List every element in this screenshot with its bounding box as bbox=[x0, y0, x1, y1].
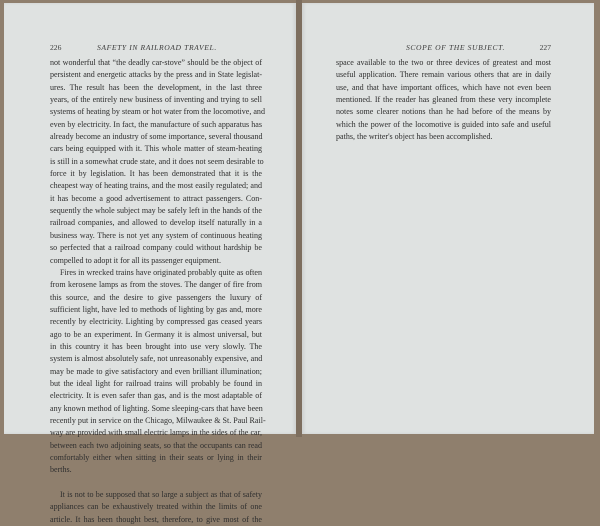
text-line: this source, and the desire to give passengers the luxury of bbox=[50, 292, 262, 302]
text-line: compelled to adopt it for all its passenger equipment. bbox=[50, 255, 221, 265]
text-line: may be made to give satisfactory and even brilliant illumination; bbox=[50, 366, 262, 376]
right-page-body bbox=[336, 57, 551, 143]
page-number: 226 bbox=[50, 43, 62, 52]
text-line: not wonderful that “the deadly car-stove” should be the object of bbox=[50, 58, 262, 67]
text-line: paths, the writer's object has been accomplished. bbox=[336, 132, 493, 142]
text-line: space available to the two or three devices of greatest and most bbox=[336, 58, 551, 67]
text-line: way are provided with small electric lamps in the sides of the car, bbox=[50, 428, 262, 438]
text-line: Fires in wrecked trains have originated probably quite as often bbox=[60, 267, 262, 277]
text-line: persistent and energetic attacks by the press and in State legislat- bbox=[50, 70, 262, 80]
text-line: ures. The result has been the development, in the last three bbox=[50, 82, 262, 92]
running-head: SAFETY IN RAILROAD TRAVEL. bbox=[97, 43, 217, 52]
text-line: sequently the whole subject may be safely left in the hands of the bbox=[50, 206, 262, 216]
text-line: comfortably either when sitting in their seats or lying in their bbox=[50, 453, 262, 462]
text-line: business way. There is not yet any system of continuous heating bbox=[50, 230, 262, 240]
text-line: already become an industry of some importance, several thousand bbox=[50, 132, 263, 142]
text-line: use, and that have important offices, which have not even been bbox=[336, 82, 551, 92]
text-line: appliances can be exhaustively treated within the limits of one bbox=[50, 502, 262, 512]
text-line: system is almost absolutely safe, not unreasonably expensive, and bbox=[50, 354, 263, 364]
text-line: years, of the entirely new business of inventing and trying to sell bbox=[50, 95, 262, 105]
text-line: which the power of the locomotive is guided into safe and useful bbox=[336, 119, 551, 129]
text-line: ago to be an experiment. In Germany it is almost universal, but bbox=[50, 329, 262, 339]
text-line: from kerosene lamps as from the stoves. The danger of fire from bbox=[50, 280, 262, 290]
text-line: railroad companies, and allowed to develop itself naturally in a bbox=[50, 218, 262, 228]
text-line: mentioned. If the reader has gleaned from these very incomplete bbox=[336, 95, 551, 105]
text-line: recently by electricity. Lighting by compressed gas ceased years bbox=[50, 317, 262, 327]
page-number: 227 bbox=[539, 43, 551, 52]
text-line: berths. bbox=[50, 465, 72, 475]
paragraph-spacer bbox=[50, 477, 262, 489]
text-line: notes some clearer notions than he had before of the means by bbox=[336, 107, 551, 117]
text-line: It is not to be supposed that so large a subject as that of safety bbox=[60, 490, 262, 500]
paragraph bbox=[50, 57, 265, 267]
text-line: useful application. There remain various others that are in daily bbox=[336, 70, 551, 80]
text-line: it has become a good advertisement to attract passengers. Con- bbox=[50, 193, 262, 203]
paragraph bbox=[50, 267, 266, 477]
right-page bbox=[302, 3, 594, 434]
paragraph bbox=[336, 57, 551, 143]
text-line: cheapest way of heating trains, and the most easily regulated; and bbox=[50, 181, 262, 191]
text-line: but the ideal light for railroad trains will probably be found in bbox=[50, 378, 262, 388]
text-line: sufficient light, have led to methods of lighting by gas and, more bbox=[50, 304, 262, 314]
left-page bbox=[4, 3, 296, 524]
text-line: cars being equipped with it. This whole matter of steam-heating bbox=[50, 144, 262, 154]
text-line: in this country it has been brought into use very slowly. The bbox=[50, 341, 262, 351]
text-line: electricity. It is even safer than gas, and is the most adaptable of bbox=[50, 391, 262, 401]
text-line: between each two adjoining seats, so that the occupants can read bbox=[50, 440, 262, 450]
text-line: systems of heating by steam or hot water from the locomotive, and bbox=[50, 107, 265, 117]
text-line: article. It has been thought best, therefore, to give most of the bbox=[50, 514, 262, 524]
text-line: is still in a somewhat crude state, and it does not seem desirable to bbox=[50, 156, 264, 166]
text-line: any known method of lighting. Some sleeping-cars that have been bbox=[50, 403, 263, 413]
running-head: SCOPE OF THE SUBJECT. bbox=[406, 43, 505, 52]
paragraph bbox=[50, 489, 262, 526]
text-line: recently put in service on the Chicago, Milwaukee & St. Paul Rail- bbox=[50, 415, 266, 425]
text-line: force it by legislation. It has been demonstrated that it is the bbox=[50, 169, 262, 179]
text-line: even by electricity. In fact, the manufacture of such apparatus has bbox=[50, 119, 262, 129]
text-line: so perfected that a railroad company could without hardship be bbox=[50, 243, 262, 253]
left-page-body bbox=[50, 57, 266, 526]
